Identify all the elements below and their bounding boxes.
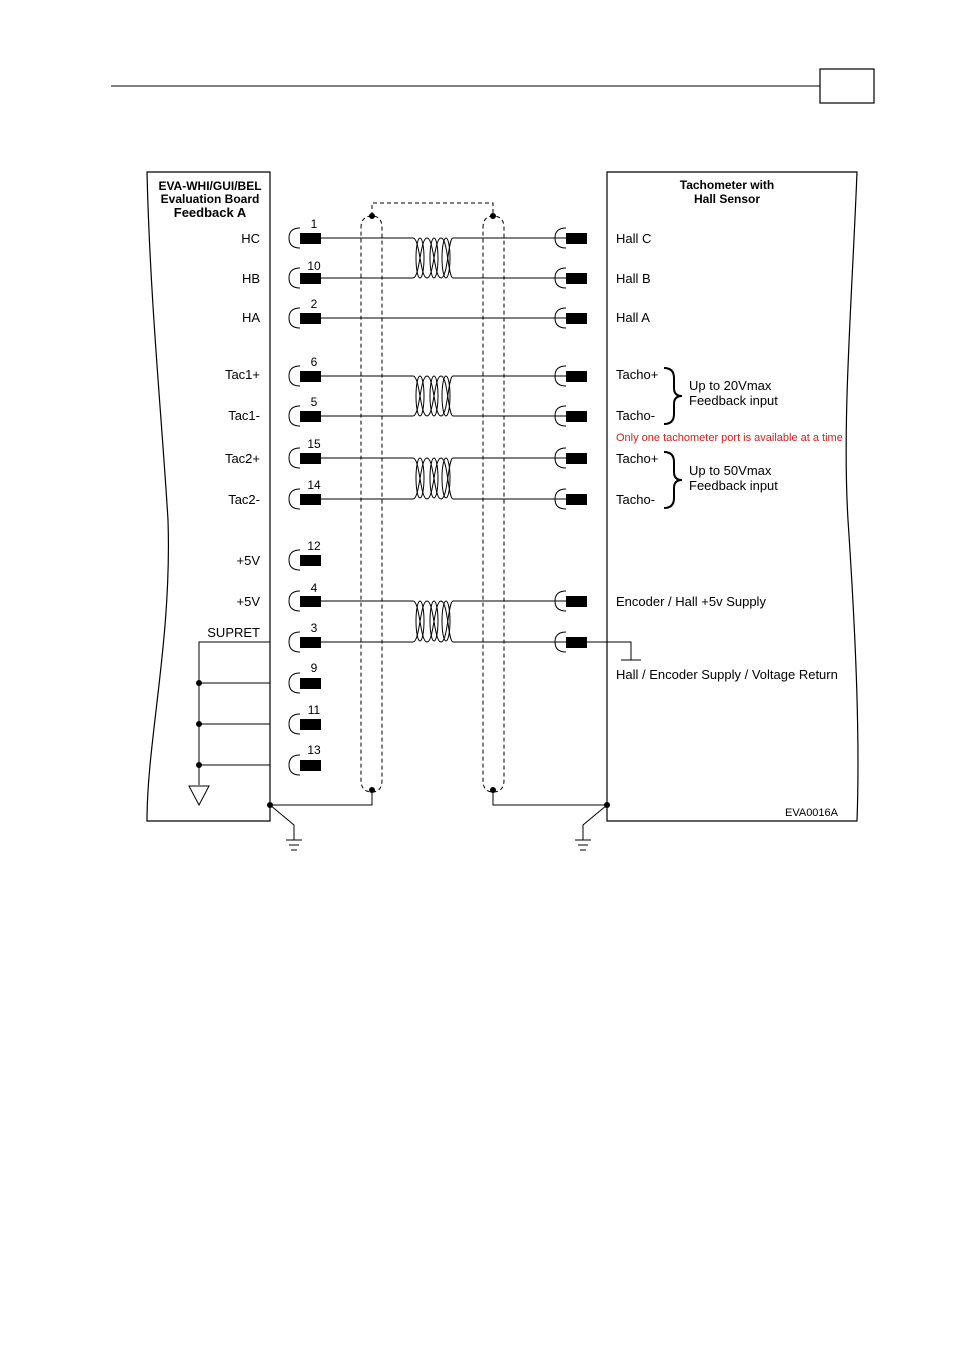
left-pin-label: SUPRET (207, 625, 260, 640)
chassis-ground-wire-right (583, 805, 607, 840)
left-pin-row (289, 661, 321, 693)
left-pin-row (237, 539, 322, 570)
twisted-pair-icon (413, 238, 453, 278)
tachometer-title-2: Hall Sensor (693, 192, 761, 206)
left-connector-rows (207, 217, 321, 775)
left-pin-row (228, 478, 321, 509)
chassis-ground-icon (575, 840, 591, 850)
right-pin-label: Tacho+ (616, 451, 659, 466)
left-pin-number: 10 (307, 259, 321, 273)
left-pin-label: HC (241, 231, 260, 246)
right-pin-label: Tacho- (616, 492, 656, 507)
page-number-box (820, 69, 874, 103)
chassis-ground-wire-left (270, 805, 294, 840)
group1-line2: Feedback input (689, 393, 778, 408)
left-pin-row (207, 621, 321, 652)
right-pin-label: Tacho- (616, 408, 656, 423)
left-pin-row (228, 395, 321, 426)
right-pin-row (555, 308, 650, 328)
left-pin-number: 3 (310, 621, 318, 635)
curly-brace-icon (664, 368, 682, 424)
right-pin-label: Hall A (616, 310, 650, 325)
left-pin-row (242, 297, 321, 328)
right-pin-label: Hall B (616, 271, 651, 286)
right-pin-row (555, 268, 651, 288)
group2-line2: Feedback input (689, 478, 778, 493)
left-pin-row (237, 581, 322, 611)
right-pin-label: Hall C (616, 231, 652, 246)
board-title-2: Evaluation Board (160, 192, 260, 206)
right-pin-row (555, 591, 766, 611)
right-pin-row (555, 228, 651, 248)
board-title-3: Feedback A (173, 205, 247, 220)
left-pin-number: 2 (310, 297, 318, 311)
left-pin-row (241, 217, 321, 248)
twisted-pair-icon (413, 601, 453, 642)
supply-return-wire (587, 642, 631, 660)
chassis-ground-icon (286, 840, 302, 850)
left-pin-row (242, 259, 321, 288)
left-pin-label: +5V (236, 594, 260, 609)
curly-brace-icon (664, 452, 682, 508)
supply-return-label: Hall / Encoder Supply / Voltage Return (616, 667, 838, 682)
twisted-pair-icon (413, 376, 453, 416)
left-pin-number: 12 (307, 539, 321, 553)
left-pin-label: Tac2- (228, 492, 260, 507)
group2-line1: Up to 50Vmax (689, 463, 772, 478)
group1-line1: Up to 20Vmax (689, 378, 772, 393)
left-pin-row (289, 743, 321, 775)
shield-junction-dot (490, 213, 496, 219)
cable-wires (321, 238, 566, 642)
left-pin-label: Tac1- (228, 408, 260, 423)
left-pin-number: 6 (310, 355, 318, 369)
shield-drain-right (493, 790, 607, 805)
cable-shield-left (361, 216, 382, 792)
right-pin-label: Tacho+ (616, 367, 659, 382)
left-pin-label: Tac1+ (224, 367, 260, 382)
left-pin-number: 11 (307, 703, 321, 717)
shield-drain-left (270, 790, 372, 805)
left-pin-number: 15 (307, 437, 321, 451)
right-pin-row (555, 406, 655, 426)
left-pin-label: HA (241, 310, 260, 325)
shield-bridge (372, 203, 493, 216)
right-pin-row (555, 489, 655, 509)
left-pin-number: 9 (310, 661, 318, 675)
right-pin-label: Encoder / Hall +5v Supply (616, 594, 766, 609)
figure-code: EVA0016A (785, 807, 839, 819)
left-pin-label: HB (241, 271, 260, 286)
left-pin-number: 13 (307, 743, 321, 757)
left-pin-row (225, 355, 321, 386)
signal-ground-icon (189, 786, 209, 805)
left-pin-number: 14 (307, 478, 321, 492)
left-pin-number: 5 (310, 395, 318, 409)
left-pin-row (289, 703, 321, 734)
twisted-pair-icon (413, 458, 453, 499)
left-pin-row (225, 437, 321, 468)
left-pin-number: 4 (310, 581, 318, 595)
supret-ground-bus (189, 642, 270, 805)
tachometer-title-1: Tachometer with (679, 178, 775, 192)
cable-shield-right (483, 216, 504, 792)
shield-junction-dot (369, 213, 375, 219)
left-pin-label: +5V (236, 553, 260, 568)
left-pin-number: 1 (310, 217, 318, 231)
tachometer-port-warning: Only one tachometer port is available at a time (616, 432, 843, 444)
left-pin-label: Tac2+ (224, 451, 260, 466)
board-title-1: EVA-WHI/GUI/BEL (158, 179, 262, 193)
